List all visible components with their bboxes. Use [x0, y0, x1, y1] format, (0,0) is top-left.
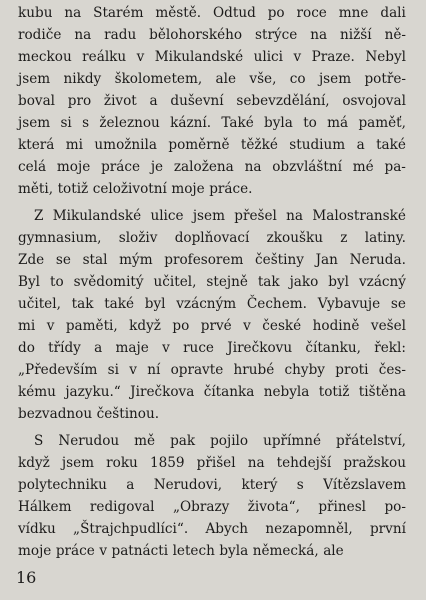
paragraph	[18, 430, 406, 562]
text-line: gymnasium, složiv doplňovací zkoušku z latiny.	[18, 230, 406, 246]
text-line: učitel, tak také byl vzácným Čechem. Vybavuje se	[18, 296, 406, 312]
page-number: 16	[16, 568, 37, 587]
text-line: mi v paměti, když po prvé v české hodině vešel	[18, 318, 406, 334]
paragraph	[18, 2, 406, 200]
text-line: kému jazyku.“ Jirečkova čítanka nebyla totiž tištěna	[18, 384, 406, 400]
text-line: „Především si v ní opravte hrubé chyby proti čes-	[18, 362, 406, 378]
body-text	[18, 2, 406, 562]
text-line: rodiče na radu bělohorského strýce na nižší ně-	[18, 27, 406, 43]
text-line: bezvadnou češtinou.	[18, 406, 160, 422]
text-line: Z Mikulandské ulice jsem přešel na Malostranské	[34, 208, 406, 224]
text-line: vídku „Štrajchpudlíci“. Abych nezapomněl, první	[18, 521, 406, 537]
text-line: kubu na Starém městě. Odtud po roce mne dali	[18, 5, 406, 21]
text-line: jsem nikdy školometem, ale vše, co jsem potře-	[18, 71, 406, 87]
text-line: moje práce v patnácti letech byla německá, ale	[18, 543, 344, 559]
text-line: meckou reálku v Mikulandské ulici v Praze. Nebyl	[18, 49, 406, 65]
text-line: která mi umožnila poměrně těžké studium a také	[18, 137, 406, 153]
paragraph	[18, 205, 406, 425]
text-line: boval pro život a duševní sebevzdělání, osvojoval	[18, 93, 406, 109]
text-line: polytechniku a Nerudovi, který s Vítězslavem	[18, 477, 406, 493]
text-line: měti, totiž celoživotní moje práce.	[18, 181, 253, 197]
text-line: když jsem roku 1859 přišel na tehdejší pražskou	[18, 455, 406, 471]
text-line: Hálkem redigoval „Obrazy života“, přinesl po-	[18, 499, 406, 515]
text-line: Byl to svědomitý učitel, stejně tak jako byl vzácný	[18, 274, 406, 290]
text-line: do třídy a maje v ruce Jirečkovu čítanku, řekl:	[18, 340, 406, 356]
text-line: celá moje práce je založena na obzvláštní mé pa-	[18, 159, 406, 175]
text-line: Zde se stal mým profesorem češtiny Jan Neruda.	[18, 252, 406, 268]
text-line: jsem si s železnou kázní. Také byla to má paměť,	[18, 115, 406, 131]
text-line: S Nerudou mě pak pojilo upřímné přátelství,	[34, 433, 406, 449]
